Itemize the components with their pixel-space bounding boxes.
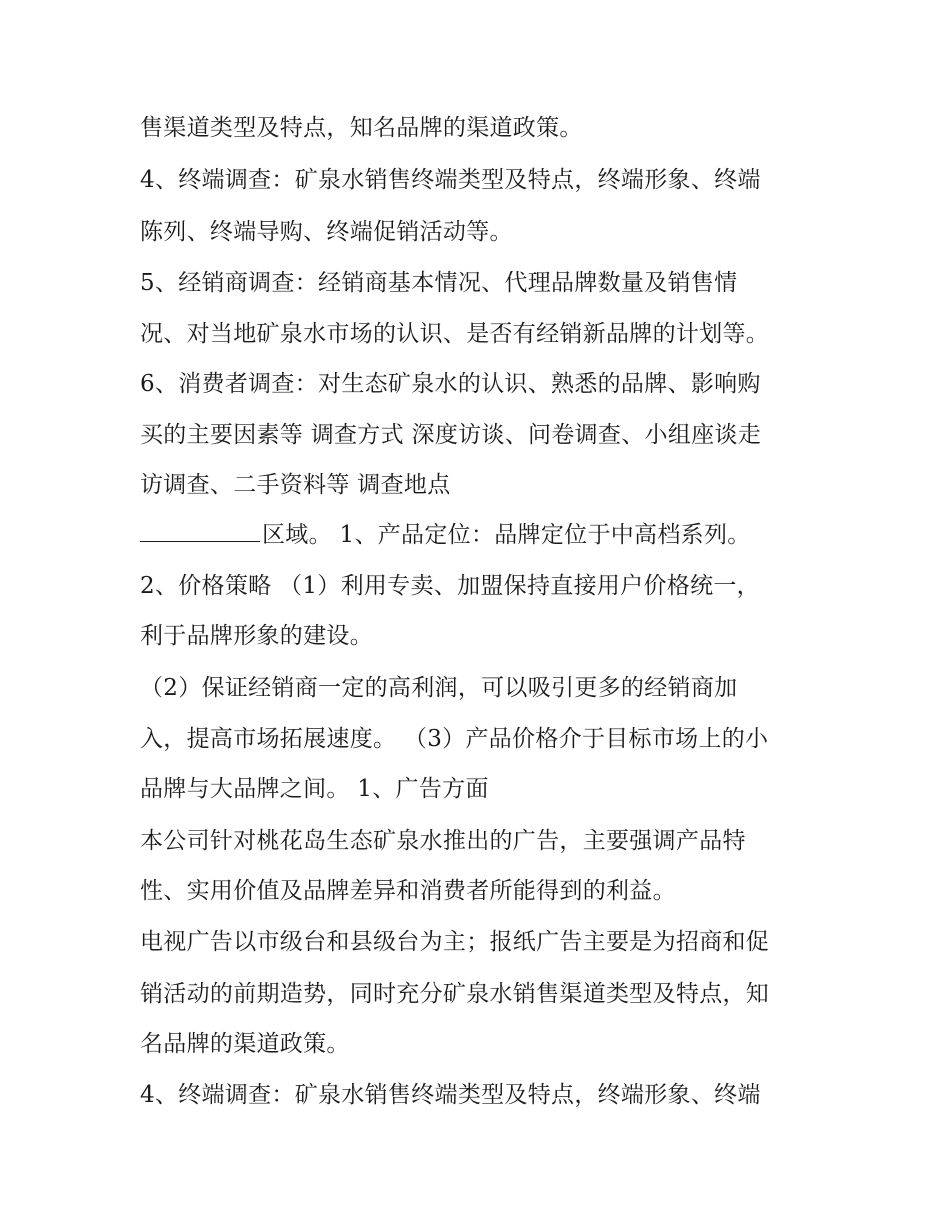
text-line: 买的主要因素等 调查方式 深度访谈、问卷调查、小组座谈走 xyxy=(140,422,762,448)
text-line-with-blank xyxy=(140,520,751,550)
text-line: 利于品牌形象的建设。 xyxy=(140,623,373,649)
text-line: 4、终端调查：矿泉水销售终端类型及特点，终端形象、终端 xyxy=(140,1082,761,1108)
text-line: 电视广告以市级台和县级台为主；报纸广告主要是为招商和促 xyxy=(140,929,770,955)
text-line: 6、消费者调查：对生态矿泉水的认识、熟悉的品牌、影响购 xyxy=(140,371,761,397)
text-line: 名品牌的渠道政策。 xyxy=(140,1031,350,1057)
text-line: 4、终端调查：矿泉水销售终端类型及特点，终端形象、终端 xyxy=(140,167,761,193)
text-line: （2）保证经销商一定的高利润，可以吸引更多的经销商加 xyxy=(140,675,738,701)
text-line: 性、实用价值及品牌差异和消费者所能得到的利益。 xyxy=(140,878,676,904)
text-line: 况、对当地矿泉水市场的认识、是否有经销新品牌的计划等。 xyxy=(140,321,770,347)
fill-in-blank xyxy=(140,521,260,542)
text-line: 访调查、二手资料等 调查地点 xyxy=(140,472,451,498)
text-line: 入，提高市场拓展速度。 （3）产品价格介于目标市场上的小 xyxy=(140,726,769,752)
text-line: 售渠道类型及特点，知名品牌的渠道政策。 xyxy=(140,115,583,141)
text-line: 销活动的前期造势，同时充分矿泉水销售渠道类型及特点，知 xyxy=(140,981,770,1007)
text-line: 5、经销商调查：经销商基本情况、代理品牌数量及销售情 xyxy=(140,270,738,296)
text-line: 2、价格策略 （1）利用专卖、加盟保持直接用户价格统一， xyxy=(140,573,760,599)
text-line: 陈列、终端导购、终端促销活动等。 xyxy=(140,219,513,245)
text-segment: 区域。 1、产品定位：品牌定位于中高档系列。 xyxy=(262,522,751,548)
text-line: 本公司针对桃花岛生态矿泉水推出的广告，主要强调产品特 xyxy=(140,828,746,854)
text-line: 品牌与大品牌之间。 1、广告方面 xyxy=(140,776,489,802)
